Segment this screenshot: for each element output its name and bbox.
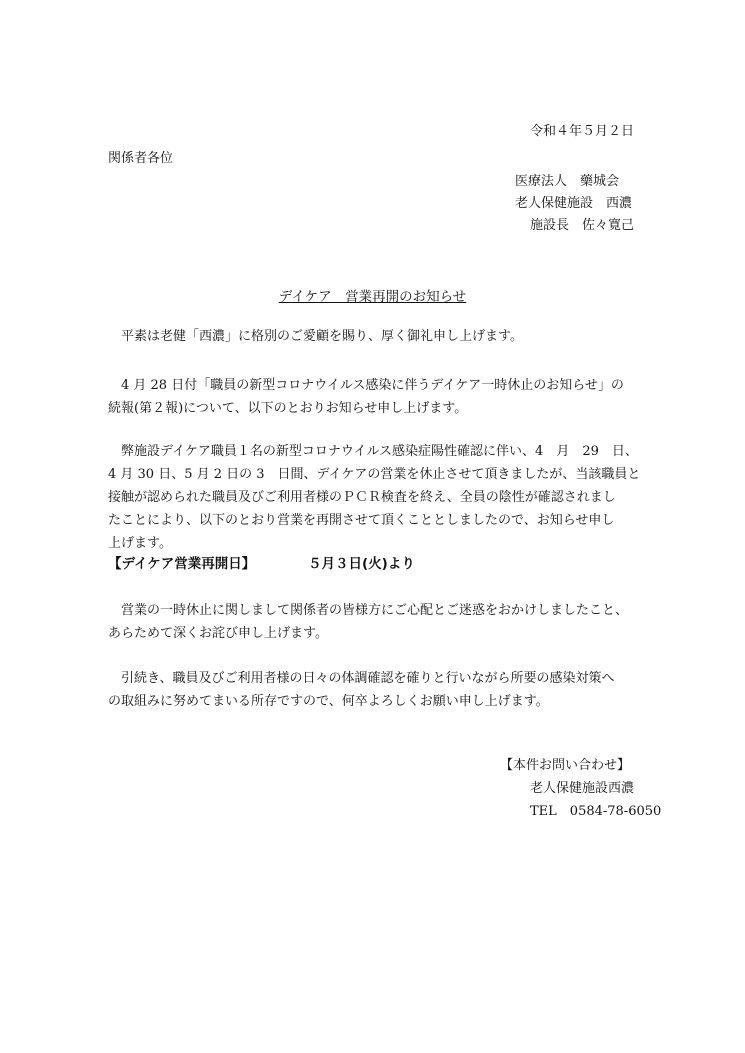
sender-facility: 老人保健施設 西濃 [515, 196, 633, 211]
paragraph-line: たことにより、以下のとおり営業を再開させて頂くこととしましたので、お知らせ申し [108, 513, 615, 528]
contact-heading: 【本件お問い合わせ】 [500, 758, 631, 773]
paragraph-previous-notice [108, 374, 648, 420]
paragraph-line: 接触が認められた職員及びご利用者様のＰＣＲ検査を終え、全員の陰性が確認されまし [108, 490, 616, 505]
paragraph-line: の取組みに努めてまいる所存ですので、何卒よろしくお願い申し上げます。 [108, 694, 549, 709]
recipient: 関係者各位 [108, 151, 174, 166]
reopen-label: 【デイケア営業再開日】 [108, 556, 256, 572]
page-title: デイケア 営業再開のお知らせ [278, 289, 467, 305]
reopen-date: ５月３日(火)より [308, 556, 415, 572]
paragraph-line: あらためて深くお詫び申し上げます。 [108, 626, 328, 641]
date: 令和４年５月２日 [530, 124, 635, 139]
paragraph-apology [108, 599, 648, 645]
paragraph-closing [108, 667, 648, 713]
paragraph-line: 上げます。 [108, 536, 172, 551]
paragraph-line: 弊施設デイケア職員１名の新型コロナウイルス感染症陽性確認に伴い、4 月 29 日、 [121, 444, 638, 459]
sender-director: 施設長 佐々寛己 [530, 218, 635, 233]
contact-facility: 老人保健施設西濃 [530, 781, 635, 796]
paragraph-line: 4 月 30 日、5 月 2 日の 3 日間、デイケアの営業を休止させて頂きましたが、当該職員と [108, 467, 641, 482]
paragraph-details [108, 440, 648, 555]
paragraph-greeting [108, 325, 648, 348]
paragraph-line: 続報(第２報)について、以下のとおりお知らせ申し上げます。 [108, 401, 468, 416]
paragraph-line: 営業の一時休止に関しまして関係者の皆様方にご心配とご迷惑をおかけしましたこと、 [121, 603, 629, 618]
sender-org: 医療法人 藥城会 [515, 174, 620, 189]
paragraph-line: 4 月 28 日付「職員の新型コロナウイルス感染に伴うデイケア一時休止のお知らせ」の [121, 378, 624, 393]
contact-tel: TEL 0584-78-6050 [530, 804, 662, 819]
paragraph-line: 平素は老健「西濃」に格別のご愛顧を賜り、厚く御礼申し上げます。 [121, 329, 523, 344]
paragraph-line: 引続き、職員及びご利用者様の日々の体調確認を確りと行いながら所要の感染対策へ [121, 671, 615, 686]
